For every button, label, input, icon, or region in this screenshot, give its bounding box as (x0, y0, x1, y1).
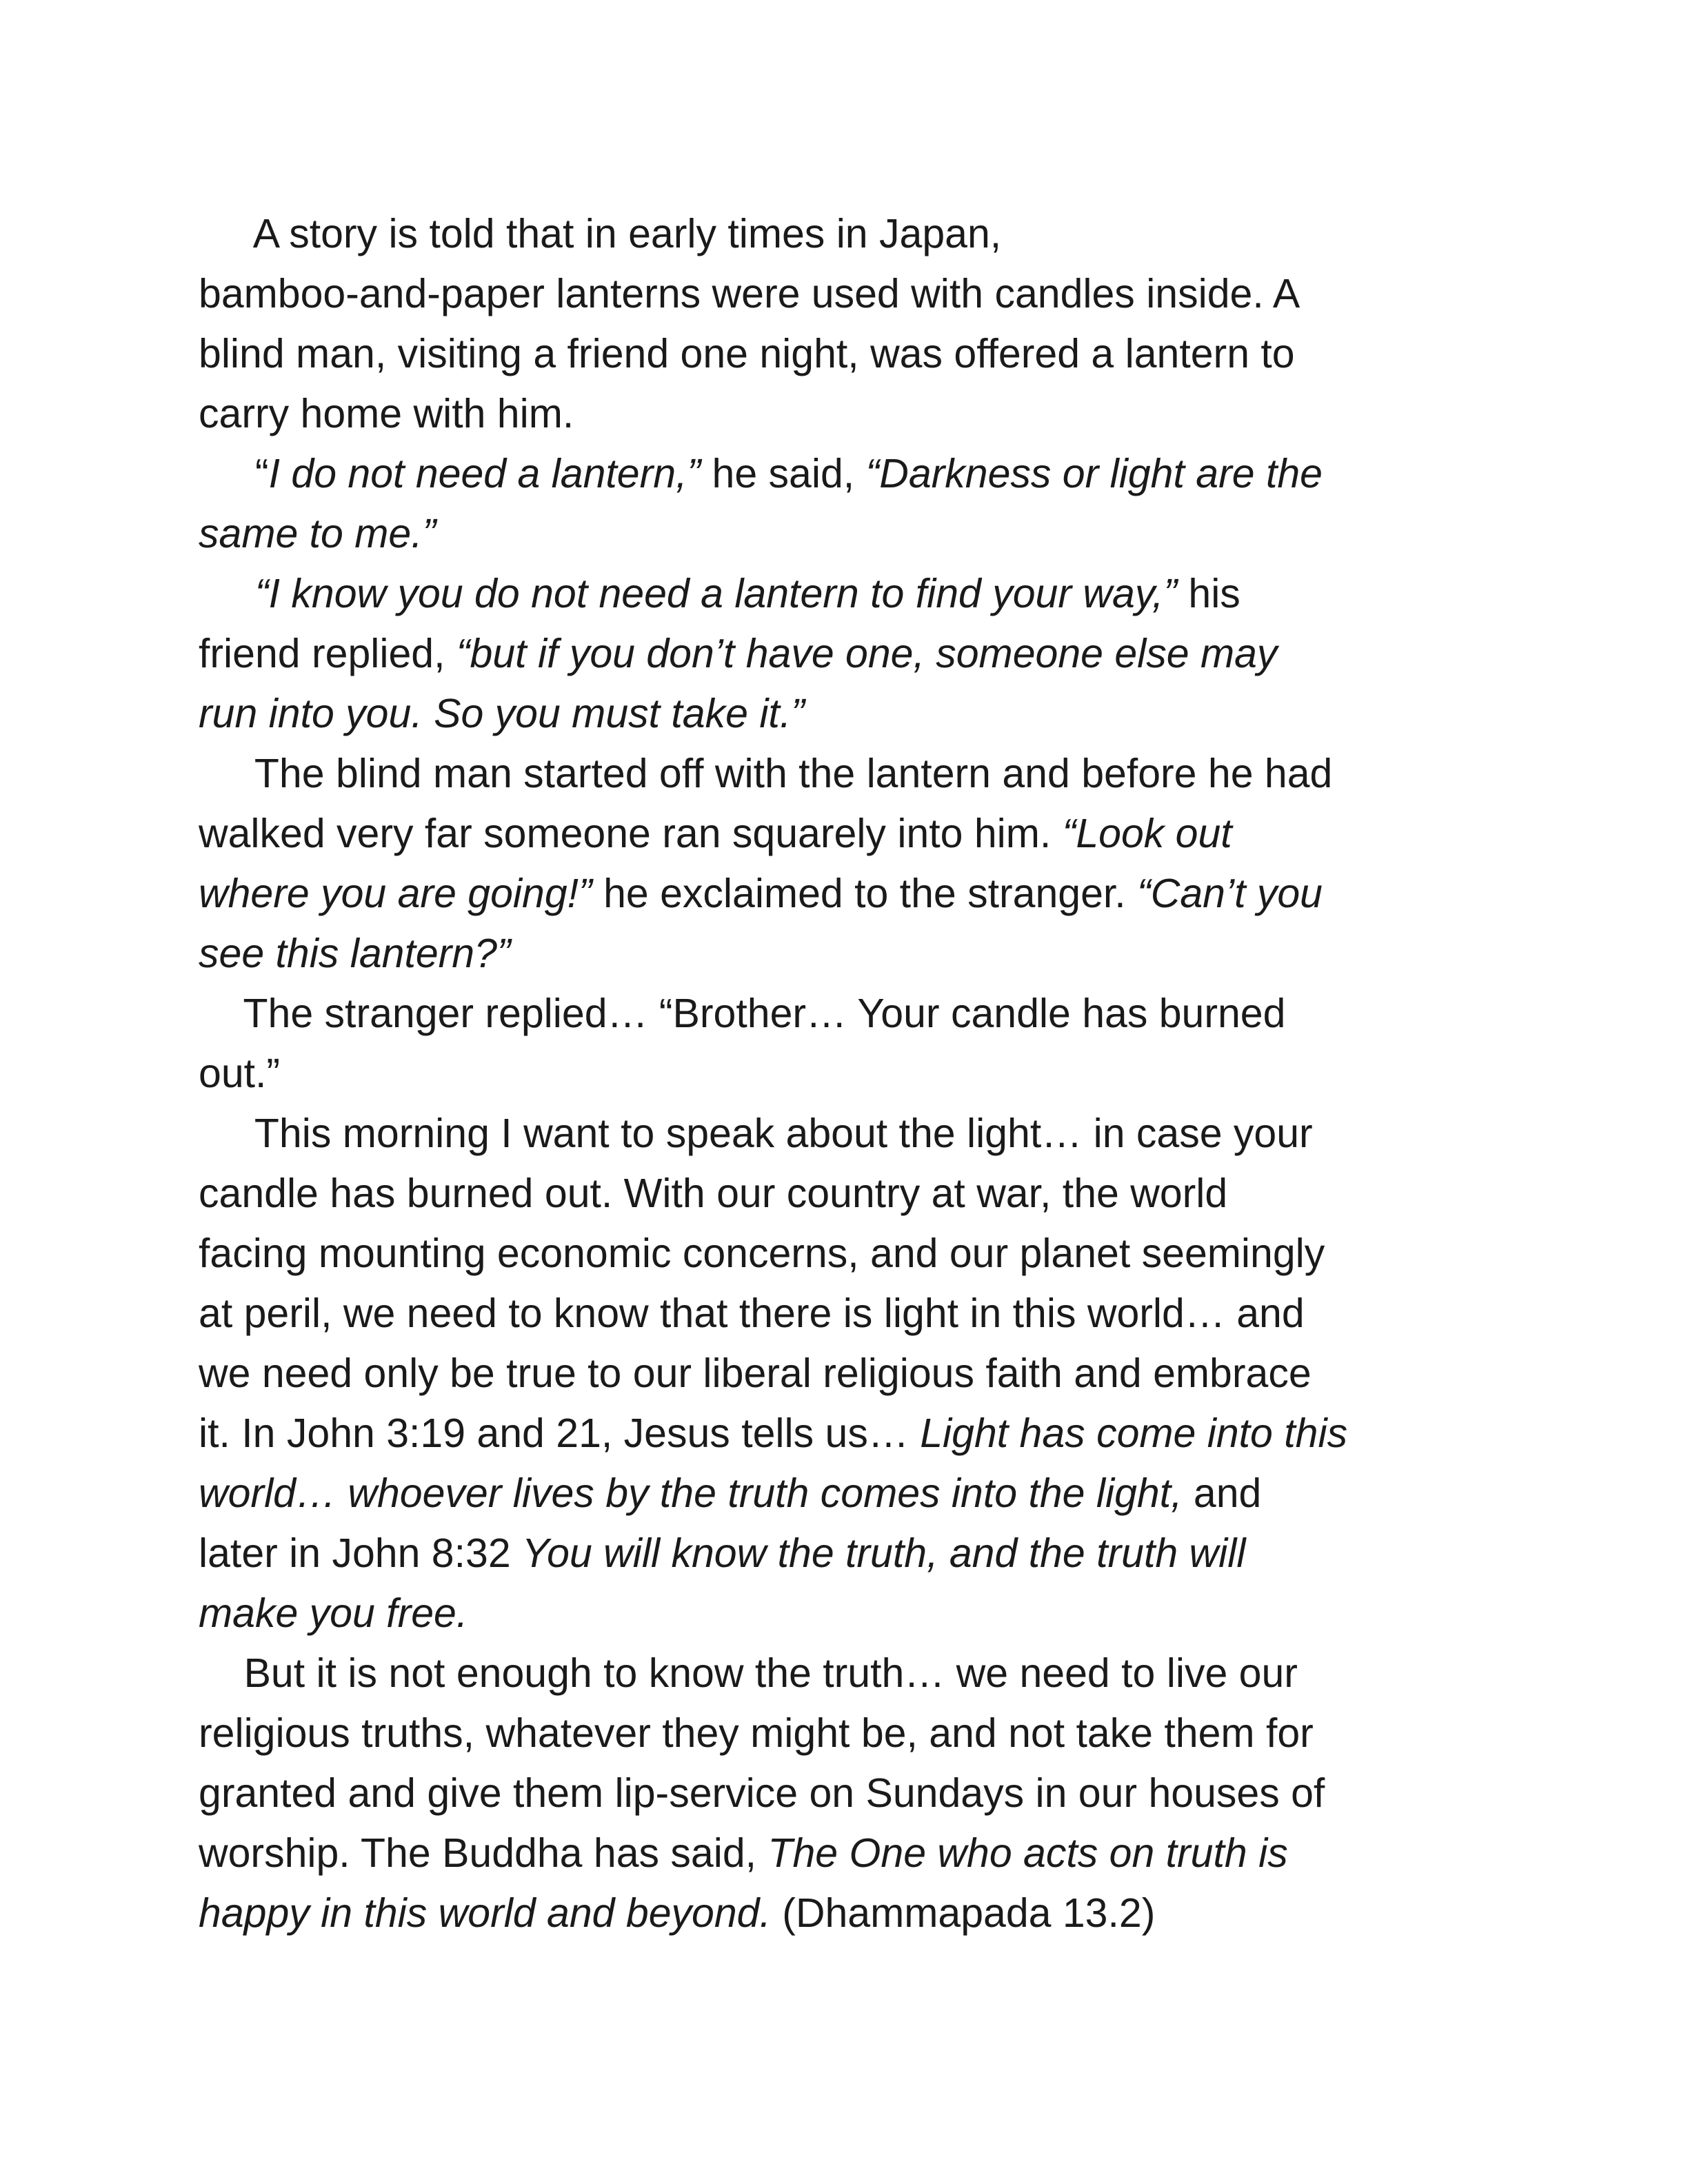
text-line (199, 804, 1509, 864)
text-line (199, 1644, 1509, 1703)
text-segment: This morning I want to speak about the light… in case your (199, 1111, 1313, 1156)
text-line (199, 1823, 1509, 1883)
italic-text-segment: run into you. So you must take it.” (199, 691, 805, 736)
text-line (199, 324, 1509, 384)
italic-text-segment: “Darkness or light are the (865, 451, 1323, 496)
text-line (199, 1284, 1509, 1344)
body-text (199, 204, 1509, 1943)
italic-text-segment: “Look out (1062, 811, 1232, 856)
text-line (199, 564, 1509, 624)
italic-text-segment: “Can’t you (1137, 871, 1323, 916)
text-line (199, 1344, 1509, 1404)
italic-text-segment: Light has come into this (920, 1410, 1348, 1456)
text-segment: his (1176, 571, 1240, 616)
text-line (199, 864, 1509, 924)
text-segment: worship. The Buddha has said, (199, 1830, 768, 1876)
text-segment: The blind man started off with the lantern and before he had (199, 751, 1333, 796)
text-line (199, 1164, 1509, 1224)
text-line (199, 744, 1509, 804)
text-line (199, 444, 1509, 504)
text-segment: candle has burned out. With our country at war, the world (199, 1171, 1228, 1216)
text-line (199, 1404, 1509, 1464)
text-line (199, 1883, 1509, 1943)
italic-text-segment: make you free. (199, 1590, 468, 1636)
text-segment: friend replied, (199, 631, 456, 676)
text-line (199, 1464, 1509, 1524)
text-segment: later in John 8:32 (199, 1530, 523, 1576)
italic-text-segment: happy in this world and beyond. (199, 1890, 771, 1936)
text-line (199, 984, 1509, 1044)
italic-text-segment: I do not need a lantern,” (268, 451, 701, 496)
text-segment: he said, (701, 451, 866, 496)
text-segment: But it is not enough to know the truth… we need to live our (199, 1650, 1298, 1696)
italic-text-segment: “but if you don’t have one, someone else may (456, 631, 1278, 676)
text-segment: religious truths, whatever they might be, and not take them for (199, 1710, 1314, 1756)
text-segment: (Dhammapada 13.2) (770, 1890, 1156, 1936)
text-segment: it. In John 3:19 and 21, Jesus tells us… (199, 1410, 921, 1456)
italic-text-segment: where you are going!” (199, 871, 592, 916)
text-segment: The stranger replied… “Brother… Your candle has burned (199, 991, 1286, 1036)
text-segment: “ (199, 451, 269, 496)
italic-text-segment: same to me.” (199, 511, 436, 556)
text-segment: facing mounting economic concerns, and our planet seemingly (199, 1231, 1325, 1276)
text-segment: granted and give them lip-service on Sundays in our houses of (199, 1770, 1325, 1816)
text-line (199, 1224, 1509, 1284)
text-segment: and (1182, 1470, 1262, 1516)
text-line (199, 1584, 1509, 1644)
text-line (199, 1044, 1509, 1104)
text-line (199, 1703, 1509, 1763)
text-line (199, 1104, 1509, 1164)
text-segment: he exclaimed to the stranger. (592, 871, 1138, 916)
text-line (199, 924, 1509, 984)
text-line (199, 264, 1509, 324)
italic-text-segment: “I know you do not need a lantern to find your way,” (254, 571, 1177, 616)
italic-text-segment: world… whoever lives by the truth comes into the light, (199, 1470, 1183, 1516)
text-line (199, 1524, 1509, 1584)
text-segment: we need only be true to our liberal religious faith and embrace (199, 1351, 1312, 1396)
italic-text-segment: You will know the truth, and the truth will (522, 1530, 1246, 1576)
text-line (199, 504, 1509, 564)
text-segment: blind man, visiting a friend one night, was offered a lantern to (199, 331, 1295, 376)
text-segment (199, 571, 255, 616)
text-segment: out.” (199, 1051, 281, 1096)
text-segment: at peril, we need to know that there is light in this world… and (199, 1291, 1305, 1336)
text-segment: walked very far someone ran squarely into him. (199, 811, 1063, 856)
text-line (199, 684, 1509, 744)
italic-text-segment: see this lantern?” (199, 931, 511, 976)
text-line (199, 624, 1509, 684)
text-segment: bamboo-and-paper lanterns were used with candles inside. A (199, 271, 1300, 316)
text-line (199, 1763, 1509, 1823)
text-line (199, 204, 1509, 264)
text-segment: A story is told that in early times in Japan, (199, 211, 1002, 256)
text-segment: carry home with him. (199, 391, 574, 436)
text-line (199, 384, 1509, 444)
italic-text-segment: The One who acts on truth is (767, 1830, 1288, 1876)
